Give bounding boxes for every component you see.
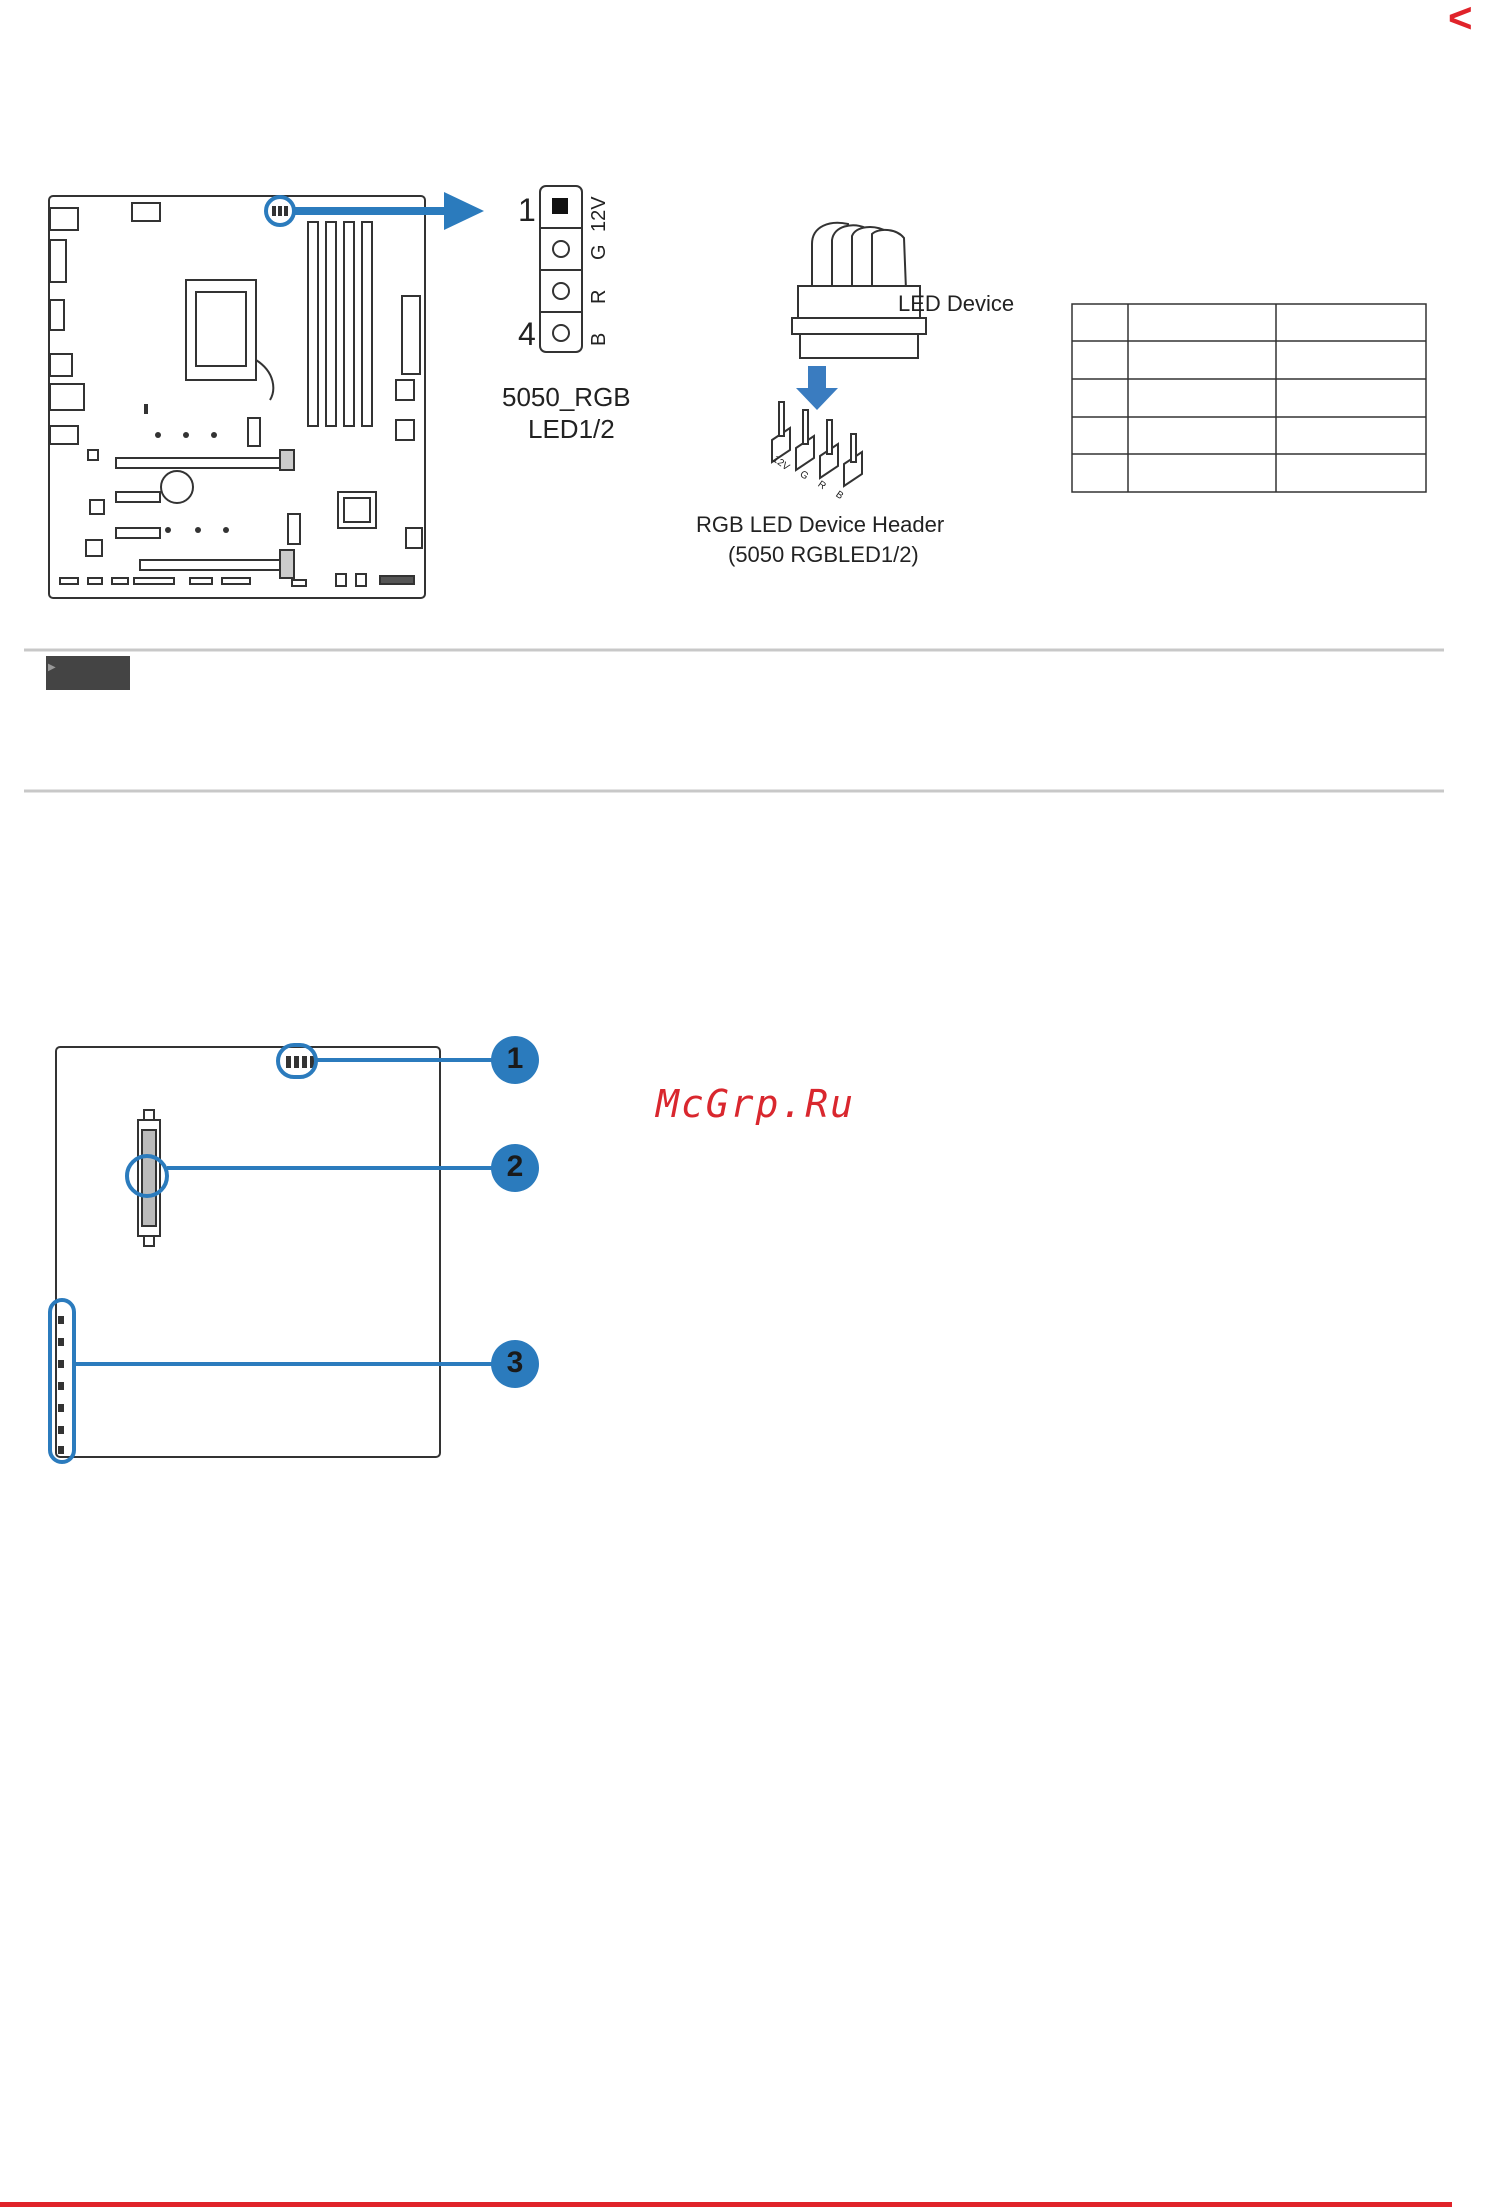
note-bar-marker: ▶ <box>48 662 56 673</box>
note-bar <box>46 656 130 690</box>
pin-name-g: G <box>588 244 610 260</box>
pin-name-b: B <box>588 332 610 346</box>
pin-name-12v: 12V <box>588 196 610 232</box>
callout-number-2: 2 <box>506 1150 524 1183</box>
header-name-line2: LED1/2 <box>528 414 615 444</box>
callout-number-3: 3 <box>506 1346 524 1379</box>
device-caption-line2: (5050 RGBLED1/2) <box>728 542 919 567</box>
pin-number-first: 1 <box>518 192 536 228</box>
pin-number-last: 4 <box>518 316 536 352</box>
watermark: McGrp.Ru <box>656 1082 856 1126</box>
pin-1-square <box>552 198 568 214</box>
board-pin-label-g: G <box>797 468 811 483</box>
board-outline-2 <box>56 1047 440 1457</box>
board-pin-label-12v: 12V <box>770 453 792 474</box>
motherboard-diagram <box>49 196 425 598</box>
device-caption-line1: RGB LED Device Header <box>696 512 945 537</box>
insert-arrow-icon <box>796 366 838 410</box>
footer-brand-line <box>0 2202 1452 2207</box>
callout-number-1: 1 <box>506 1042 524 1075</box>
pin-name-r: R <box>588 289 610 304</box>
board-pin-label-r: R <box>815 478 828 493</box>
led-device-label: LED Device <box>898 291 1015 316</box>
pin-table-grid <box>1072 304 1426 492</box>
board-pin-header <box>772 402 862 486</box>
board-pin-label-b: B <box>833 489 846 502</box>
header-name-line1: 5050_RGB <box>502 382 631 412</box>
back-arrow-icon[interactable]: < <box>1448 0 1473 41</box>
